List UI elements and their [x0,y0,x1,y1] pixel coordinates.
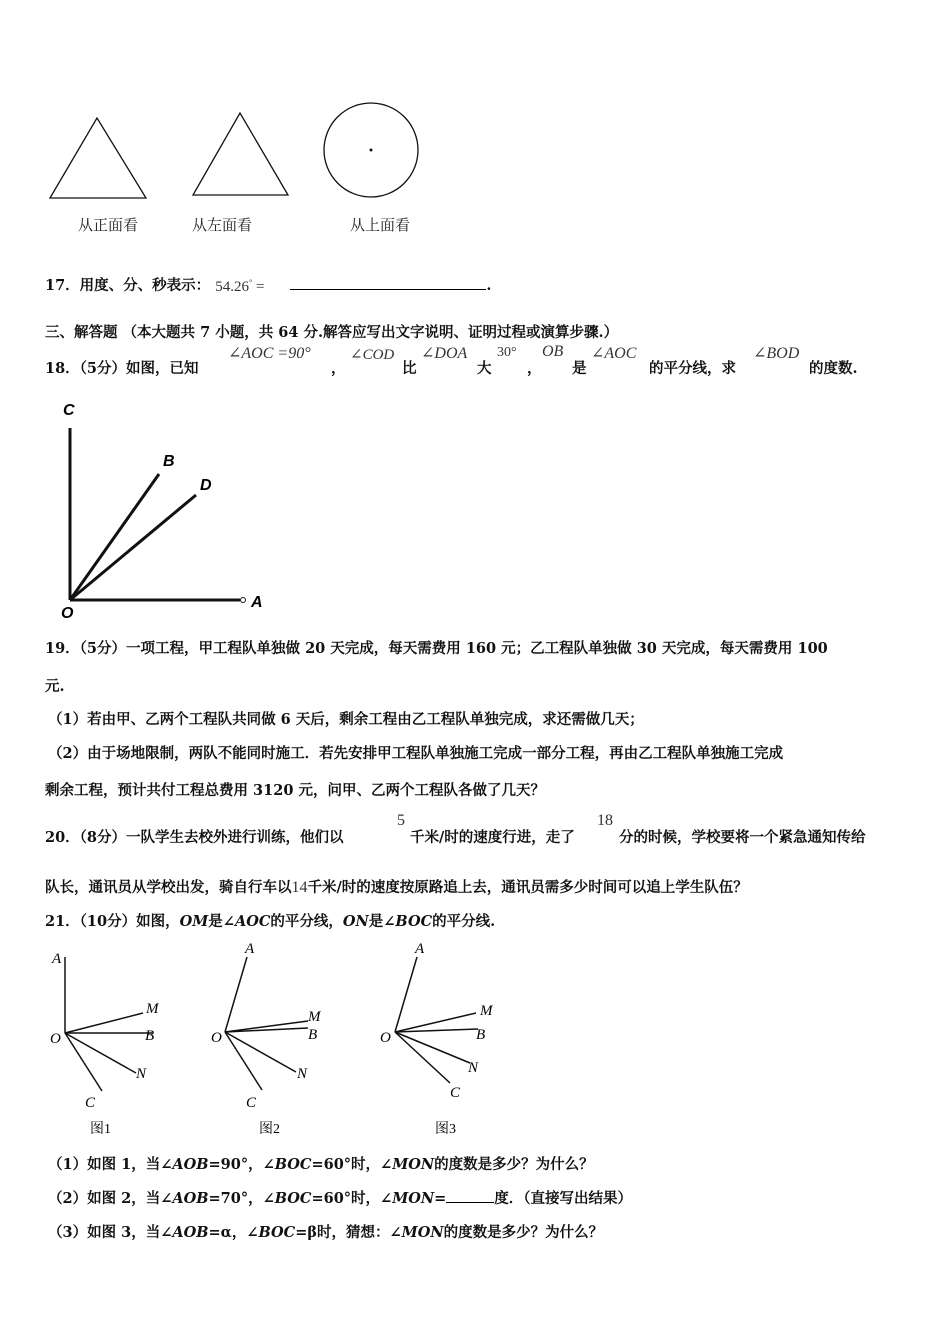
q17-text: 17．用度、分、秒表示： [45,277,211,294]
q20-line1: 20．（8分）一队学生去校外进行训练，他们以 5 千米/时的速度行进，走了 18 分的时候，学校要将一个紧急通知传给 [45,812,866,846]
fig1-caption: 图1 [90,1122,111,1137]
q20-line2: 队长，通讯员从学校出发，骑自行车以14千米/时的速度按原路追上去，通讯员需多少时间可以追上学生队伍？ [45,879,748,896]
q19-part2a: （2）由于场地限制，两队不能同时施工．若先安排甲工程队单独施工完成一部分工程，再由乙工程队单独施工完成 [48,745,784,762]
svg-text:A: A [245,941,255,957]
left-view-triangle [193,113,288,195]
label-d: D [200,477,212,494]
top-view-center-dot [370,149,373,152]
q21-figure-3 [380,941,494,1137]
q21-part2: （2）如图 2，当∠AOB=70°，∠BOC=60°时，∠MON= 度．（直接写出结果） [48,1190,633,1207]
svg-text:N: N [468,1060,479,1076]
q18-angle-aoc: ∠AOC [591,345,637,362]
front-view-caption: 从正面看 [78,216,139,234]
q19-part2b: 剩余工程，预计共付工程总费用 3120 元，问甲、乙两个工程队各做了几天？ [45,782,545,799]
q20-speed-14: 14 [291,879,308,896]
q19-part1: （1）若由甲、乙两个工程队共同做 6 天后，剩余工程由乙工程队单独完成，求还需做几天； [48,711,644,728]
front-view-triangle [50,118,146,198]
label-a: A [251,594,263,611]
q18-figure [50,395,290,625]
fig3-caption: 图3 [435,1122,456,1137]
q18-angle-bod: ∠BOD [753,345,800,362]
svg-text:A: A [415,941,425,957]
q18-angle-aoc-90: ∠AOC =90° [228,345,311,362]
label-b: B [163,453,175,470]
svg-text:C: C [450,1085,461,1101]
svg-text:B: B [145,1028,155,1044]
top-view-caption: 从上面看 [350,216,411,234]
fig2-caption: 图2 [259,1122,280,1137]
three-views-figure [0,0,950,250]
q21-figure-1 [50,951,160,1137]
label-o: O [61,605,74,622]
svg-text:B: B [476,1027,486,1043]
svg-text:N: N [136,1066,147,1082]
svg-text:C: C [85,1095,96,1111]
q18-angle-doa: ∠DOA [421,345,468,362]
q17-answer-blank[interactable] [290,289,486,290]
svg-text:O: O [211,1030,222,1046]
q21-p2-answer-blank[interactable] [446,1202,494,1203]
section-3-heading: 三、解答题 （本大题共 7 小题，共 64 分.解答应写出文字说明、证明过程或演算步骤.） [45,324,619,341]
q19-line1: 19．（5分）一项工程，甲工程队单独做 20 天完成，每天需费用 160 元；乙工程队单独做 30 天完成，每天需费用 100 [45,640,828,657]
q20-minutes-18: 18 [597,812,613,829]
point-a-marker [241,598,246,603]
q19-line1b: 元. [45,678,65,695]
svg-text:C: C [246,1095,257,1111]
svg-text:O: O [50,1031,61,1047]
svg-text:M: M [146,1001,159,1017]
q18-ob: OB [542,343,564,360]
q21-part1: （1）如图 1，当∠AOB=90°，∠BOC=60°时，∠MON的度数是多少？为什么？ [48,1156,594,1173]
q18-angle-cod: ∠COD [350,347,395,363]
question-18: 18．（5分）如图，已知 ∠AOC =90° ， ∠COD 比 ∠DOA 大 30° ， OB 是 ∠AOC 的平分线，求 ∠BOD 的度数. [45,343,858,377]
q20-speed-5: 5 [397,812,405,829]
q21-line: 21．（10分）如图，OM是∠AOC的平分线，ON是∠BOC的平分线. [45,913,496,930]
question-17: 17．用度、分、秒表示： 54.26° = . [45,277,492,295]
q21-figure-2 [211,941,322,1137]
svg-text:M: M [480,1003,493,1019]
q21-figures [40,935,540,1145]
svg-text:O: O [380,1030,391,1046]
left-view-caption: 从左面看 [192,216,253,234]
q21-part3: （3）如图 3，当∠AOB=α，∠BOC=β时，猜想：∠MON的度数是多少？为什么？ [48,1224,604,1241]
label-c: C [63,402,75,419]
svg-text:M: M [308,1009,321,1025]
svg-text:A: A [52,951,62,967]
q17-value: 54.26° = [215,278,265,295]
q18-30-deg: 30° [497,345,517,360]
svg-text:B: B [308,1027,318,1043]
svg-text:N: N [297,1066,308,1082]
